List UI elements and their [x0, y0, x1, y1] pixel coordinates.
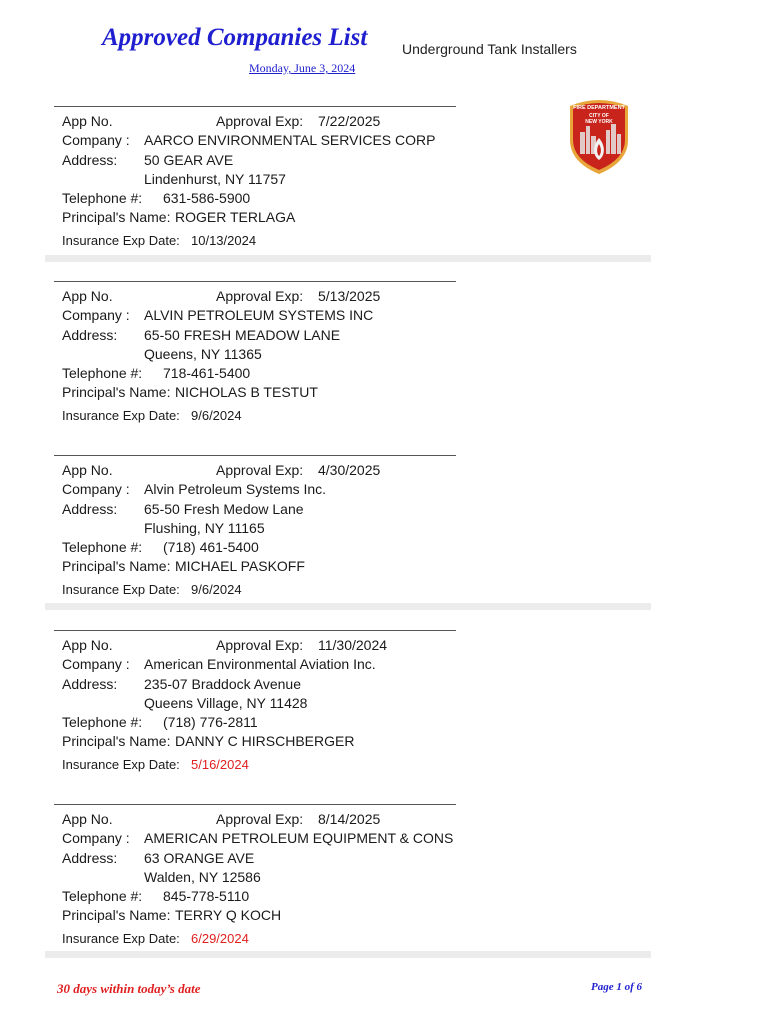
record-divider [54, 281, 456, 282]
logo-text-mid2: NEW YORK [585, 119, 613, 125]
telephone-label: Telephone #: [62, 365, 143, 381]
telephone-value: 718-461-5400 [163, 365, 251, 381]
approval-exp-label: Approval Exp: [216, 811, 304, 827]
address-label: Address: [62, 850, 118, 866]
approval-exp-label: Approval Exp: [216, 462, 304, 478]
principal-label: Principal's Name: [62, 907, 171, 923]
address-line1: 65-50 Fresh Medow Lane [144, 501, 304, 517]
logo-text-top: FIRE DEPARTMENT [573, 105, 625, 111]
company-label: Company : [62, 481, 130, 497]
approval-exp-value: 11/30/2024 [318, 637, 388, 653]
telephone-label: Telephone #: [62, 714, 143, 730]
address-line2: Walden, NY 12586 [144, 869, 261, 885]
telephone-label: Telephone #: [62, 888, 143, 904]
approval-exp-value: 7/22/2025 [318, 113, 381, 129]
address-line1: 235-07 Braddock Avenue [144, 676, 301, 692]
address-line2: Queens Village, NY 11428 [144, 695, 308, 711]
address-line1: 50 GEAR AVE [144, 152, 234, 168]
telephone-label: Telephone #: [62, 539, 143, 555]
company-name: Alvin Petroleum Systems Inc. [144, 481, 327, 497]
page-number: Page 1 of 6 [591, 981, 643, 993]
telephone-value: 845-778-5110 [163, 888, 250, 904]
approval-exp-value: 4/30/2025 [318, 462, 381, 478]
company-record [45, 630, 651, 800]
company-label: Company : [62, 132, 130, 148]
insurance-exp-value: 9/6/2024 [191, 582, 242, 597]
principal-label: Principal's Name: [62, 209, 171, 225]
address-label: Address: [62, 676, 118, 692]
telephone-value: 631-586-5900 [163, 190, 251, 206]
company-name: ALVIN PETROLEUM SYSTEMS INC [144, 307, 374, 323]
insurance-exp-value-expiring: 5/16/2024 [191, 757, 249, 772]
principal-name: ROGER TERLAGA [175, 209, 296, 225]
company-record [45, 106, 651, 276]
insurance-label: Insurance Exp Date: [62, 582, 180, 597]
record-divider [54, 804, 456, 805]
address-line1: 65-50 FRESH MEADOW LANE [144, 327, 341, 343]
company-label: Company : [62, 656, 130, 672]
address-label: Address: [62, 501, 118, 517]
address-line2: Queens, NY 11365 [144, 346, 262, 362]
principal-name: NICHOLAS B TESTUT [175, 384, 318, 400]
insurance-exp-value-expiring: 6/29/2024 [191, 931, 249, 946]
company-name: AARCO ENVIRONMENTAL SERVICES CORP [144, 132, 436, 148]
report-date: Monday, June 3, 2024 [249, 61, 356, 75]
approval-exp-label: Approval Exp: [216, 288, 304, 304]
principal-name: TERRY Q KOCH [175, 907, 282, 923]
approval-exp-value: 8/14/2025 [318, 811, 381, 827]
page-title: Approved Companies List [102, 24, 368, 51]
app-no-label: App No. [62, 288, 113, 304]
footer-legend-note: 30 days within today’s date [57, 981, 201, 996]
company-name: AMERICAN PETROLEUM EQUIPMENT & CONS [144, 830, 454, 846]
app-no-label: App No. [62, 637, 113, 653]
principal-label: Principal's Name: [62, 733, 171, 749]
insurance-exp-value: 9/6/2024 [191, 408, 242, 423]
record-divider [54, 455, 456, 456]
principal-name: DANNY C HIRSCHBERGER [175, 733, 355, 749]
record-separator [45, 951, 651, 958]
insurance-label: Insurance Exp Date: [62, 408, 180, 423]
principal-label: Principal's Name: [62, 384, 171, 400]
record-divider [54, 630, 456, 631]
record-separator [45, 603, 651, 610]
principal-label: Principal's Name: [62, 558, 171, 574]
telephone-value: (718) 461-5400 [163, 539, 259, 555]
insurance-exp-value: 10/13/2024 [191, 233, 257, 248]
approval-exp-label: Approval Exp: [216, 637, 304, 653]
approval-exp-value: 5/13/2025 [318, 288, 381, 304]
company-record [45, 455, 651, 625]
principal-name: MICHAEL PASKOFF [175, 558, 305, 574]
telephone-value: (718) 776-2811 [163, 714, 258, 730]
company-name: American Environmental Aviation Inc. [144, 656, 376, 672]
company-label: Company : [62, 830, 130, 846]
app-no-label: App No. [62, 811, 113, 827]
address-label: Address: [62, 152, 118, 168]
app-no-label: App No. [62, 462, 113, 478]
page-subtitle: Underground Tank Installers [402, 41, 577, 57]
app-no-label: App No. [62, 113, 113, 129]
company-record [45, 804, 651, 974]
logo-text-mid1: CITY OF [589, 113, 609, 119]
record-separator [45, 255, 651, 262]
address-line2: Flushing, NY 11165 [144, 520, 265, 536]
address-label: Address: [62, 327, 118, 343]
company-record [45, 281, 651, 451]
company-label: Company : [62, 307, 130, 323]
approval-exp-label: Approval Exp: [216, 113, 304, 129]
address-line1: 63 ORANGE AVE [144, 850, 255, 866]
telephone-label: Telephone #: [62, 190, 143, 206]
insurance-label: Insurance Exp Date: [62, 757, 180, 772]
record-divider [54, 106, 456, 107]
address-line2: Lindenhurst, NY 11757 [144, 171, 286, 187]
insurance-label: Insurance Exp Date: [62, 233, 180, 248]
insurance-label: Insurance Exp Date: [62, 931, 180, 946]
